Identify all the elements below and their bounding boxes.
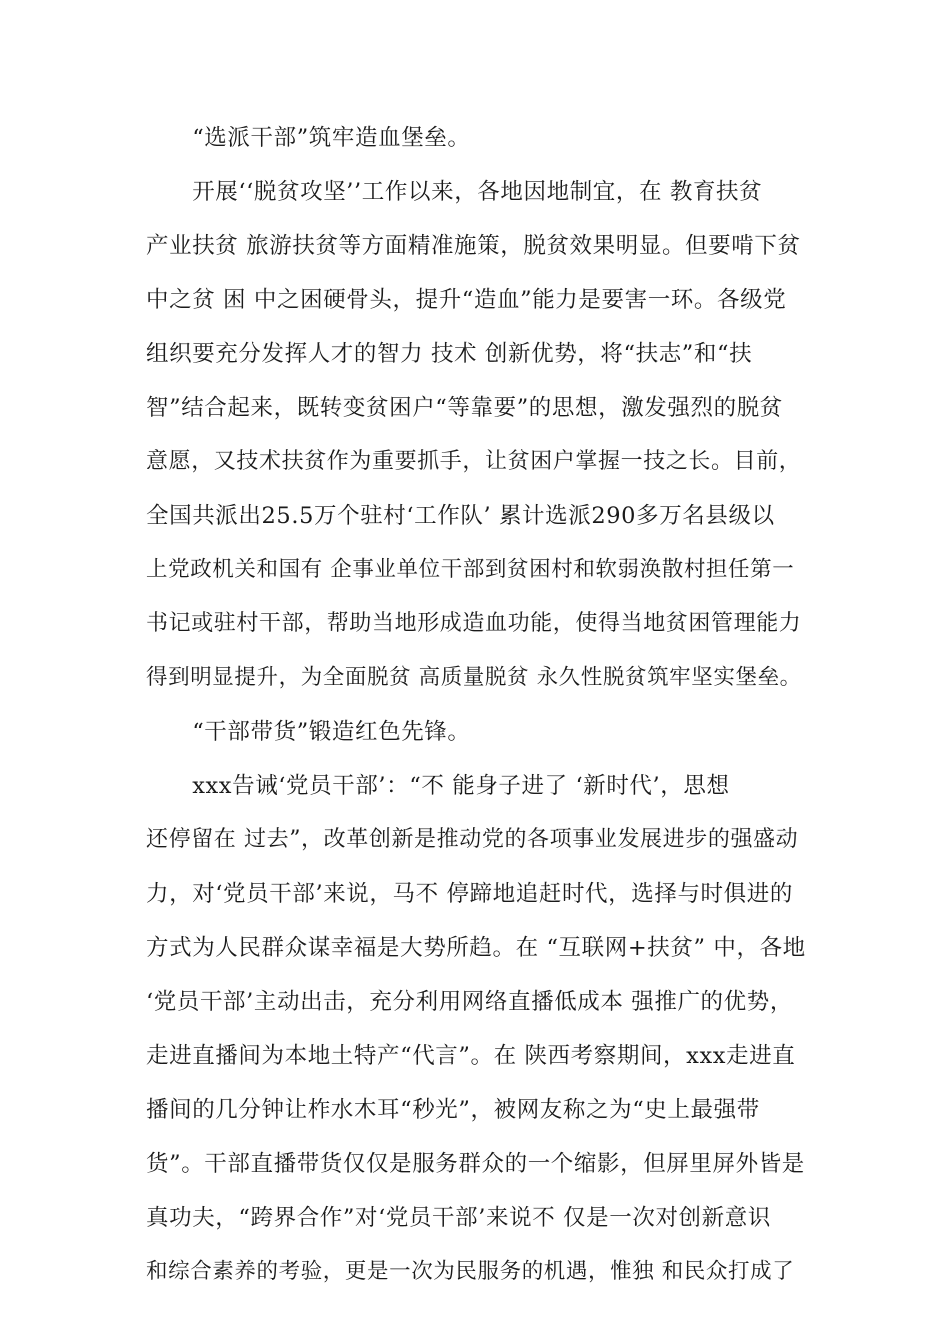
heading-line: “干部带货”锻造红色先锋。 bbox=[146, 719, 471, 745]
text-line: 得到明显提升，为全面脱贫 高质量脱贫 永久性脱贫筑牢坚实堡垒。 bbox=[146, 665, 802, 690]
text-line: xxx告诫‘党员干部’：“不 能身子进了 ‘新时代’，思想 bbox=[146, 773, 730, 799]
text-line: 还停留在 过去”，改革创新是推动党的各项事业发展进步的强盛动 bbox=[146, 827, 799, 852]
text-line: 走进直播间为本地土特产“代言”。在 陕西考察期间，xxx走进直 bbox=[146, 1043, 796, 1069]
text-line: 全国共派出25.5万个驻村‘工作队’ 累计选派290多万名县级以 bbox=[146, 503, 775, 529]
text-line: 开展‘‘脱贫攻坚’’工作以来，各地因地制宜，在 教育扶贫 bbox=[146, 179, 763, 205]
text-line: 中之贫 困 中之困硬骨头，提升“造血”能力是要害一环。各级党 bbox=[146, 287, 787, 313]
text-line: 上党政机关和国有 企事业单位干部到贫困村和软弱涣散村担任第一 bbox=[146, 557, 795, 582]
text-line: 意愿，又技术扶贫作为重要抓手，让贫困户掌握一技之长。目前， bbox=[146, 449, 802, 474]
heading-line: “选派干部”筑牢造血堡垒。 bbox=[146, 125, 471, 151]
text-line: 和综合素养的考验，更是一次为民服务的机遇，惟独 和民众打成了 bbox=[146, 1259, 795, 1284]
text-line: ‘党员干部’主动出击，充分利用网络直播低成本 强推广的优势， bbox=[146, 989, 793, 1015]
text-line: 播间的几分钟让柞水木耳“秒光”，被网友称之为“史上最强带 bbox=[146, 1097, 760, 1123]
text-line: 货”。干部直播带货仅仅是服务群众的一个缩影，但屏里屏外皆是 bbox=[146, 1151, 805, 1177]
text-line: 产业扶贫 旅游扶贫等方面精准施策，脱贫效果明显。但要啃下贫 bbox=[146, 233, 801, 259]
text-line: 智”结合起来，既转变贫困户“等靠要”的思想，激发强烈的脱贫 bbox=[146, 395, 783, 421]
text-line: 真功夫，“跨界合作”对‘党员干部’来说不 仅是一次对创新意识 bbox=[146, 1205, 771, 1231]
text-line: 力，对‘党员干部’来说，马不 停蹄地追赶时代，选择与时俱进的 bbox=[146, 881, 793, 907]
text-line: 方式为人民群众谋幸福是大势所趋。在 “互联网+扶贫” 中，各地 bbox=[146, 935, 806, 961]
text-line: 组织要充分发挥人才的智力 技术 创新优势，将“扶志”和“扶 bbox=[146, 341, 753, 367]
text-line: 书记或驻村干部，帮助当地形成造血功能，使得当地贫困管理能力 bbox=[146, 611, 802, 636]
